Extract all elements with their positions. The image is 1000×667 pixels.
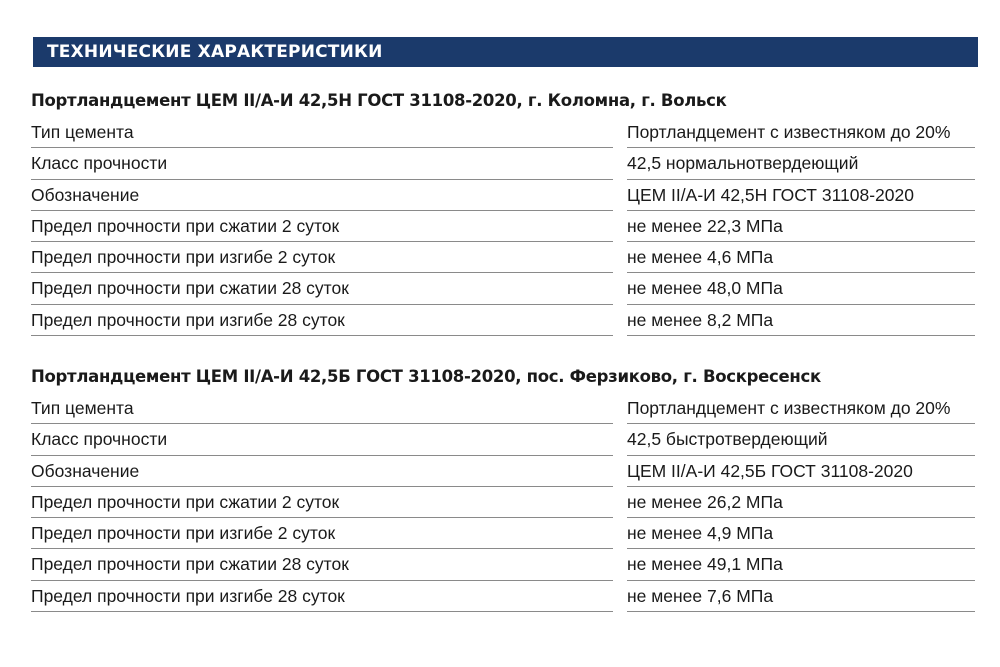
- row-label: Предел прочности при изгибе 2 суток: [31, 523, 336, 544]
- spec-section-ferzikovo-voskresensk: [31, 361, 975, 612]
- divider: [627, 335, 975, 336]
- row-label: Предел прочности при изгибе 2 суток: [31, 247, 336, 268]
- table-row: [31, 148, 975, 179]
- row-label: Класс прочности: [31, 429, 168, 450]
- table-row: [31, 581, 975, 612]
- row-value: не менее 7,6 МПа: [627, 585, 774, 606]
- row-label: Предел прочности при изгибе 28 суток: [31, 309, 345, 330]
- table-row: [31, 549, 975, 580]
- row-label: Тип цемента: [31, 398, 134, 418]
- spec-section-kolomna-volsk: [31, 85, 975, 336]
- table-row: [31, 305, 975, 336]
- row-label: Обозначение: [31, 460, 140, 481]
- table-row: [31, 273, 975, 304]
- table-row: [31, 180, 975, 211]
- row-label: Предел прочности при сжатии 2 суток: [31, 491, 340, 512]
- section-title: Портландцемент ЦЕМ II/А-И 42,5Б ГОСТ 31108-2020, пос. Ферзиково, г. Воскресенск: [31, 367, 821, 386]
- row-value: Портландцемент с известняком до 20%: [627, 122, 951, 142]
- table-row: [31, 117, 975, 148]
- divider: [31, 611, 613, 612]
- row-label: Предел прочности при сжатии 28 суток: [31, 554, 349, 575]
- table-row: [31, 518, 975, 549]
- row-value: Портландцемент с известняком до 20%: [627, 398, 951, 418]
- table-row: [31, 242, 975, 273]
- row-value: ЦЕМ II/А-И 42,5Н ГОСТ 31108-2020: [627, 184, 914, 205]
- row-value: 42,5 быстротвердеющий: [627, 429, 828, 450]
- row-label: Предел прочности при изгибе 28 суток: [31, 585, 345, 606]
- row-value: не менее 48,0 МПа: [627, 278, 783, 299]
- table-row: [31, 211, 975, 242]
- row-value: не менее 4,9 МПа: [627, 523, 774, 544]
- table-row: [31, 456, 975, 487]
- row-value: 42,5 нормальнотвердеющий: [627, 153, 859, 174]
- table-row: [31, 424, 975, 455]
- divider: [31, 335, 613, 336]
- row-label: Обозначение: [31, 184, 140, 205]
- section-title: Портландцемент ЦЕМ II/А-И 42,5Н ГОСТ 31108-2020, г. Коломна, г. Вольск: [31, 91, 727, 110]
- row-value: не менее 8,2 МПа: [627, 309, 774, 330]
- table-row: [31, 393, 975, 424]
- row-label: Предел прочности при сжатии 28 суток: [31, 278, 349, 299]
- page-title: ТЕХНИЧЕСКИЕ ХАРАКТЕРИСТИКИ: [47, 42, 383, 62]
- row-value: не менее 49,1 МПа: [627, 554, 783, 575]
- row-label: Тип цемента: [31, 122, 134, 142]
- table-row: [31, 487, 975, 518]
- row-value: не менее 4,6 МПа: [627, 247, 774, 268]
- row-label: Предел прочности при сжатии 2 суток: [31, 215, 340, 236]
- row-value: не менее 22,3 МПа: [627, 215, 783, 236]
- header-bar: [33, 37, 978, 67]
- row-label: Класс прочности: [31, 153, 168, 174]
- row-value: ЦЕМ II/А-И 42,5Б ГОСТ 31108-2020: [627, 460, 913, 481]
- divider: [627, 611, 975, 612]
- row-value: не менее 26,2 МПа: [627, 491, 783, 512]
